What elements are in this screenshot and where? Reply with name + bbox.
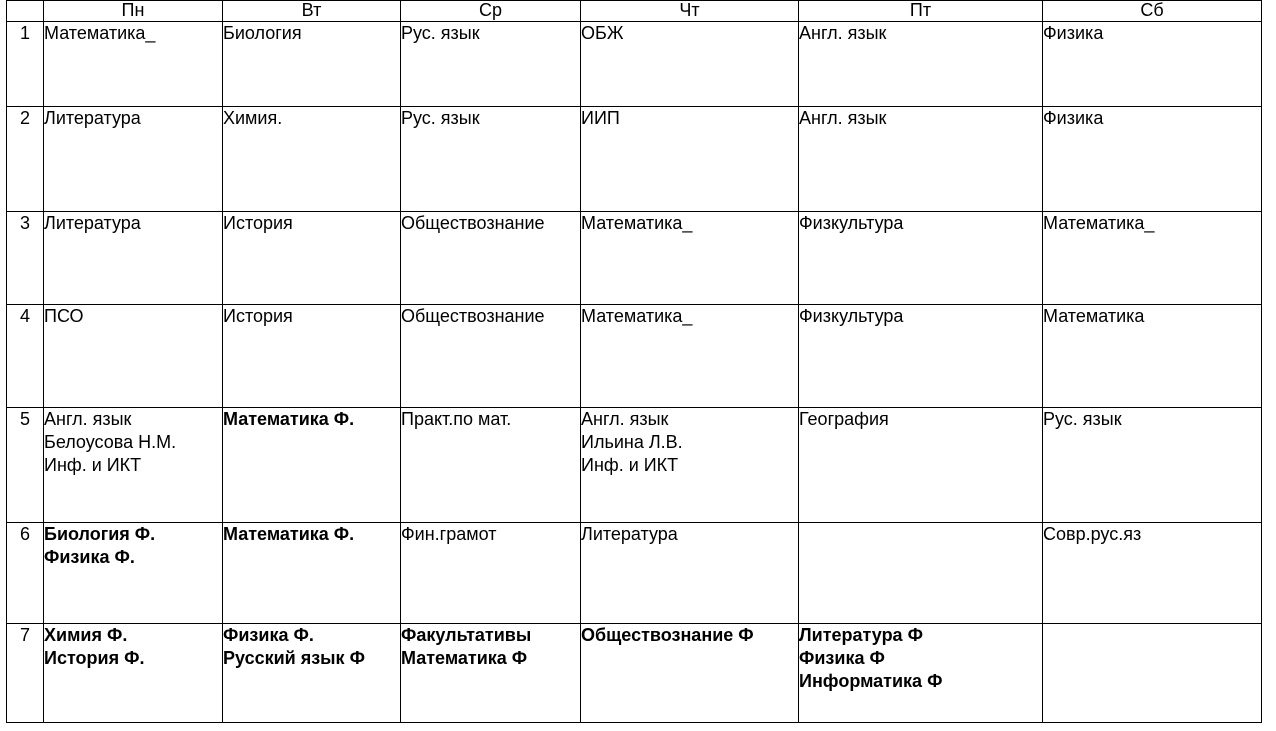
schedule-cell [44, 624, 223, 723]
lesson-number: 6 [7, 523, 44, 624]
schedule-cell [581, 408, 799, 523]
subject-line: Физика [1043, 108, 1104, 128]
subject-line: ПСО [44, 306, 84, 326]
table-row [7, 523, 1262, 624]
schedule-cell [223, 107, 401, 212]
subject-line: Литература [44, 108, 141, 128]
lesson-number: 1 [7, 22, 44, 107]
schedule-cell [44, 212, 223, 305]
subject-line: Математика_ [581, 213, 693, 233]
schedule-cell [799, 22, 1043, 107]
subject-line: Обществознание [401, 213, 545, 233]
schedule-cell [401, 22, 581, 107]
subject-line: Англ. язык [799, 108, 887, 128]
lesson-number: 7 [7, 624, 44, 723]
schedule-cell [401, 624, 581, 723]
schedule-cell [1043, 305, 1262, 408]
schedule-cell [401, 107, 581, 212]
table-row [7, 212, 1262, 305]
subject-line: Англ. язык [44, 409, 132, 429]
subject-line: Физкультура [799, 306, 904, 326]
header-day-wed: Ср [401, 1, 581, 22]
schedule-cell [44, 305, 223, 408]
subject-line: Фин.грамот [401, 524, 497, 544]
subject-line: Белоусова Н.М. [44, 432, 177, 452]
table-row [7, 408, 1262, 523]
schedule-cell [1043, 212, 1262, 305]
schedule-cell [223, 305, 401, 408]
subject-line: Физика [1043, 23, 1104, 43]
subject-line: Математика_ [581, 306, 693, 326]
subject-line: Рус. язык [401, 23, 480, 43]
subject-line: Инф. и ИКТ [581, 455, 679, 475]
subject-line: Литература [581, 524, 678, 544]
schedule-cell [799, 523, 1043, 624]
subject-line: Математика Ф. [223, 524, 355, 544]
subject-line: Биология [223, 23, 302, 43]
subject-line: Рус. язык [1043, 409, 1122, 429]
subject-line: Математика Ф. [223, 409, 355, 429]
header-corner [7, 1, 44, 22]
subject-line: Инф. и ИКТ [44, 455, 142, 475]
schedule-cell [581, 624, 799, 723]
schedule-cell [44, 107, 223, 212]
schedule-cell [401, 305, 581, 408]
subject-line: Физика Ф. [44, 547, 135, 567]
schedule-cell [223, 523, 401, 624]
subject-line: Рус. язык [401, 108, 480, 128]
subject-line: Математика_ [1043, 213, 1155, 233]
schedule-cell [799, 212, 1043, 305]
schedule-cell [1043, 624, 1262, 723]
subject-line: Англ. язык [799, 23, 887, 43]
subject-line: Химия. [223, 108, 283, 128]
header-day-fri: Пт [799, 1, 1043, 22]
schedule-cell [44, 22, 223, 107]
subject-line: Совр.рус.яз [1043, 524, 1142, 544]
subject-line: ОБЖ [581, 23, 624, 43]
schedule-cell [581, 305, 799, 408]
schedule-cell [401, 408, 581, 523]
schedule-cell [401, 523, 581, 624]
schedule-cell [401, 212, 581, 305]
schedule-cell [223, 212, 401, 305]
schedule-body [7, 22, 1262, 723]
schedule-cell [223, 408, 401, 523]
schedule-cell [223, 22, 401, 107]
schedule-cell [1043, 107, 1262, 212]
subject-line: Факультативы [401, 625, 532, 645]
subject-line: ИИП [581, 108, 620, 128]
table-row [7, 22, 1262, 107]
subject-line: Литература [44, 213, 141, 233]
subject-line: Математика_ [44, 23, 156, 43]
table-row [7, 107, 1262, 212]
subject-line: Обществознание [401, 306, 545, 326]
lesson-number: 4 [7, 305, 44, 408]
lesson-number: 2 [7, 107, 44, 212]
header-day-thu: Чт [581, 1, 799, 22]
schedule-cell [581, 212, 799, 305]
schedule-cell [581, 523, 799, 624]
header-day-tue: Вт [223, 1, 401, 22]
schedule-cell [799, 107, 1043, 212]
schedule-cell [1043, 22, 1262, 107]
schedule-cell [1043, 408, 1262, 523]
subject-line: История [223, 306, 293, 326]
subject-line: Физика Ф. [223, 625, 314, 645]
subject-line: Русский язык Ф [223, 648, 365, 668]
subject-line: Ильина Л.В. [581, 432, 683, 452]
table-row [7, 624, 1262, 723]
schedule-cell [581, 22, 799, 107]
subject-line: Биология Ф. [44, 524, 156, 544]
subject-line: История Ф. [44, 648, 145, 668]
schedule-cell [799, 305, 1043, 408]
table-row [7, 305, 1262, 408]
header-row [7, 1, 1262, 22]
subject-line: Химия Ф. [44, 625, 128, 645]
schedule-cell [44, 408, 223, 523]
schedule-cell [1043, 523, 1262, 624]
header-day-mon: Пн [44, 1, 223, 22]
subject-line: Англ. язык [581, 409, 669, 429]
subject-line: Математика Ф [401, 648, 528, 668]
subject-line: Математика [1043, 306, 1145, 326]
subject-line: Обществознание Ф [581, 625, 754, 645]
schedule-cell [223, 624, 401, 723]
subject-line: География [799, 409, 889, 429]
subject-line: Физкультура [799, 213, 904, 233]
subject-line: Литература Ф [799, 625, 923, 645]
schedule-cell [44, 523, 223, 624]
header-day-sat: Сб [1043, 1, 1262, 22]
subject-line: История [223, 213, 293, 233]
subject-line: Практ.по мат. [401, 409, 512, 429]
schedule-cell [799, 624, 1043, 723]
schedule-cell [799, 408, 1043, 523]
subject-line: Физика Ф [799, 648, 885, 668]
schedule-table [6, 0, 1262, 723]
lesson-number: 3 [7, 212, 44, 305]
subject-line: Информатика Ф [799, 671, 943, 691]
lesson-number: 5 [7, 408, 44, 523]
schedule-cell [581, 107, 799, 212]
